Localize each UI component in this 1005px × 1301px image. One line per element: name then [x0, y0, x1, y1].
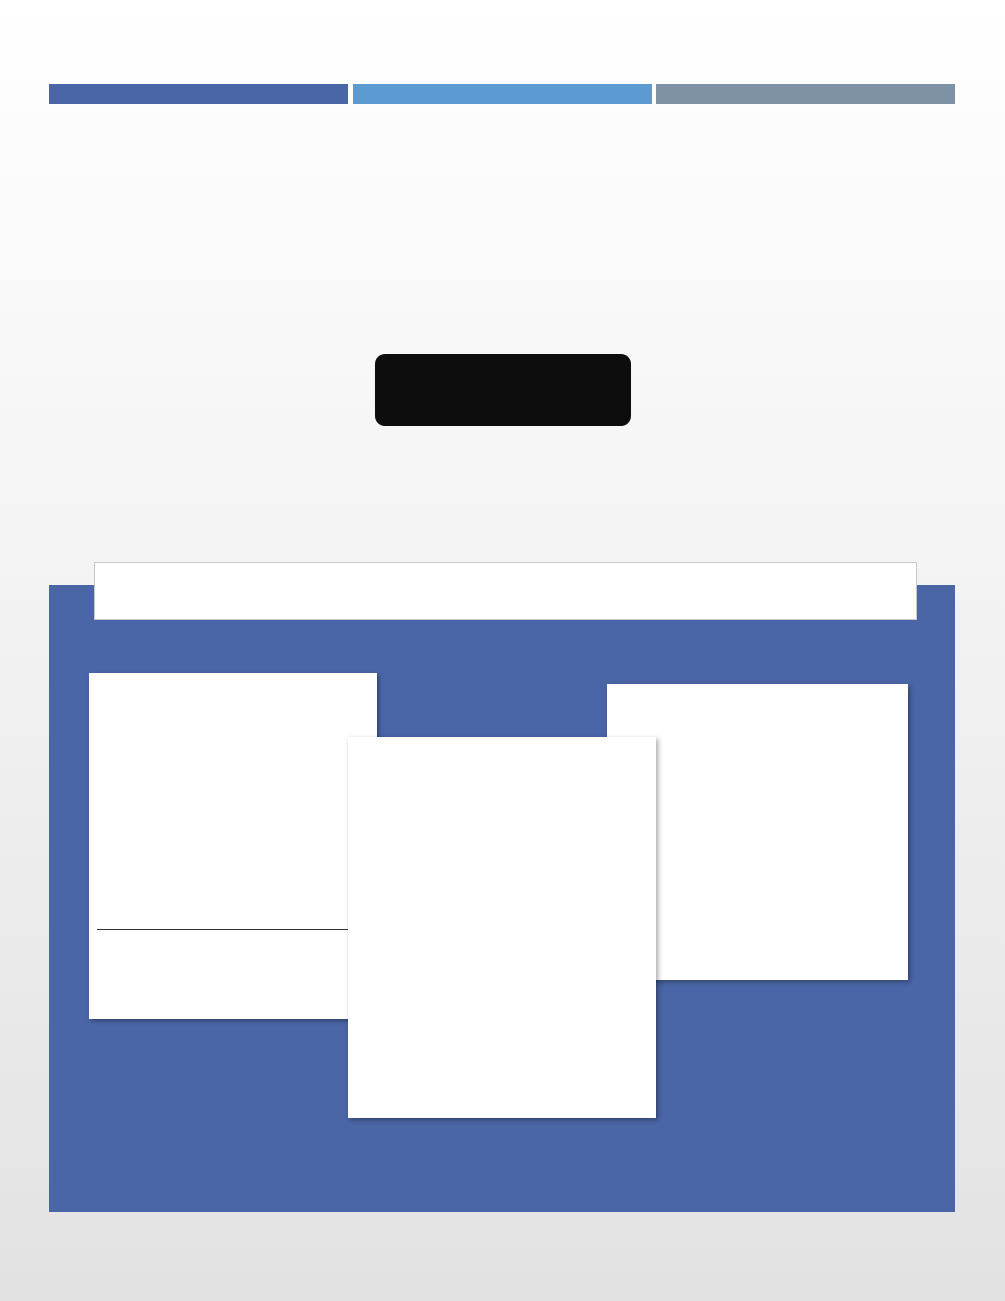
top-bar-dark-blue	[49, 84, 348, 104]
wordsearch-preview	[89, 673, 377, 1019]
wordsearch-divider	[97, 929, 369, 930]
top-bar-light-blue	[353, 84, 652, 104]
contents-banner	[94, 562, 917, 620]
cryptogram-preview	[348, 737, 656, 1118]
top-bar-gray	[656, 84, 955, 104]
volume-badge	[375, 354, 631, 426]
sudoku-grid	[613, 687, 904, 977]
